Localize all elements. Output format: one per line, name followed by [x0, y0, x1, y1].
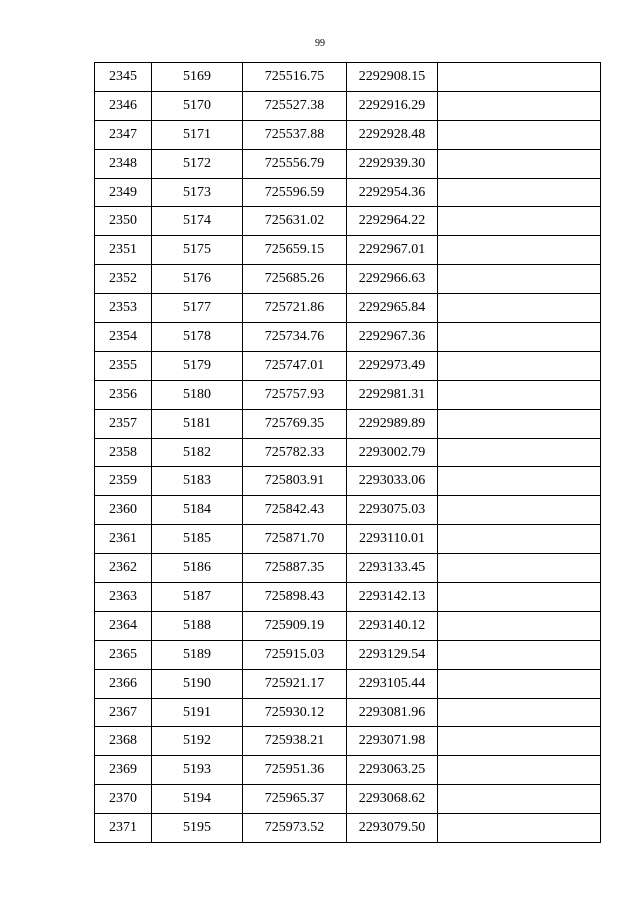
y-coordinate-cell: 2293075.03: [347, 496, 438, 525]
x-coordinate-cell: 725596.59: [243, 178, 347, 207]
note-cell: [438, 698, 601, 727]
row-index-cell: 2358: [95, 438, 152, 467]
note-cell: [438, 120, 601, 149]
note-cell: [438, 351, 601, 380]
note-cell: [438, 149, 601, 178]
table-row: [95, 785, 601, 814]
row-index-cell: 2346: [95, 91, 152, 120]
y-coordinate-cell: 2292966.63: [347, 265, 438, 294]
y-coordinate-cell: 2292989.89: [347, 409, 438, 438]
point-number-cell: 5184: [152, 496, 243, 525]
y-coordinate-cell: 2292939.30: [347, 149, 438, 178]
row-index-cell: 2371: [95, 814, 152, 843]
row-index-cell: 2351: [95, 236, 152, 265]
x-coordinate-cell: 725965.37: [243, 785, 347, 814]
y-coordinate-cell: 2293110.01: [347, 525, 438, 554]
note-cell: [438, 756, 601, 785]
table-row: [95, 207, 601, 236]
table-row: [95, 380, 601, 409]
point-number-cell: 5172: [152, 149, 243, 178]
row-index-cell: 2354: [95, 323, 152, 352]
point-number-cell: 5186: [152, 554, 243, 583]
row-index-cell: 2364: [95, 611, 152, 640]
y-coordinate-cell: 2292928.48: [347, 120, 438, 149]
note-cell: [438, 236, 601, 265]
row-index-cell: 2350: [95, 207, 152, 236]
x-coordinate-cell: 725757.93: [243, 380, 347, 409]
table-row: [95, 669, 601, 698]
table-row: [95, 525, 601, 554]
point-number-cell: 5173: [152, 178, 243, 207]
point-number-cell: 5180: [152, 380, 243, 409]
page-number: 99: [315, 38, 325, 49]
x-coordinate-cell: 725556.79: [243, 149, 347, 178]
row-index-cell: 2345: [95, 63, 152, 92]
point-number-cell: 5194: [152, 785, 243, 814]
point-number-cell: 5179: [152, 351, 243, 380]
table-row: [95, 554, 601, 583]
table-row: [95, 438, 601, 467]
table-row: [95, 294, 601, 323]
x-coordinate-cell: 725631.02: [243, 207, 347, 236]
x-coordinate-cell: 725782.33: [243, 438, 347, 467]
point-number-cell: 5181: [152, 409, 243, 438]
x-coordinate-cell: 725685.26: [243, 265, 347, 294]
y-coordinate-cell: 2293142.13: [347, 583, 438, 612]
point-number-cell: 5176: [152, 265, 243, 294]
table-row: [95, 149, 601, 178]
point-number-cell: 5187: [152, 583, 243, 612]
y-coordinate-cell: 2293081.96: [347, 698, 438, 727]
note-cell: [438, 467, 601, 496]
note-cell: [438, 294, 601, 323]
note-cell: [438, 785, 601, 814]
y-coordinate-cell: 2292964.22: [347, 207, 438, 236]
y-coordinate-cell: 2293033.06: [347, 467, 438, 496]
table-row: [95, 63, 601, 92]
row-index-cell: 2361: [95, 525, 152, 554]
y-coordinate-cell: 2293002.79: [347, 438, 438, 467]
x-coordinate-cell: 725721.86: [243, 294, 347, 323]
y-coordinate-cell: 2293079.50: [347, 814, 438, 843]
x-coordinate-cell: 725973.52: [243, 814, 347, 843]
table-row: [95, 178, 601, 207]
y-coordinate-cell: 2292908.15: [347, 63, 438, 92]
row-index-cell: 2368: [95, 727, 152, 756]
row-index-cell: 2370: [95, 785, 152, 814]
point-number-cell: 5195: [152, 814, 243, 843]
table-row: [95, 120, 601, 149]
x-coordinate-cell: 725659.15: [243, 236, 347, 265]
x-coordinate-cell: 725915.03: [243, 640, 347, 669]
x-coordinate-cell: 725909.19: [243, 611, 347, 640]
note-cell: [438, 583, 601, 612]
y-coordinate-cell: 2292981.31: [347, 380, 438, 409]
table-row: [95, 611, 601, 640]
row-index-cell: 2365: [95, 640, 152, 669]
note-cell: [438, 496, 601, 525]
note-cell: [438, 178, 601, 207]
point-number-cell: 5188: [152, 611, 243, 640]
table-row: [95, 814, 601, 843]
table-row: [95, 323, 601, 352]
y-coordinate-cell: 2293063.25: [347, 756, 438, 785]
point-number-cell: 5182: [152, 438, 243, 467]
row-index-cell: 2360: [95, 496, 152, 525]
table-body: [95, 63, 601, 843]
y-coordinate-cell: 2292967.01: [347, 236, 438, 265]
table-row: [95, 91, 601, 120]
table-row: [95, 409, 601, 438]
note-cell: [438, 438, 601, 467]
note-cell: [438, 265, 601, 294]
y-coordinate-cell: 2292916.29: [347, 91, 438, 120]
row-index-cell: 2362: [95, 554, 152, 583]
row-index-cell: 2369: [95, 756, 152, 785]
coordinates-table: [94, 62, 601, 843]
point-number-cell: 5192: [152, 727, 243, 756]
point-number-cell: 5185: [152, 525, 243, 554]
y-coordinate-cell: 2293129.54: [347, 640, 438, 669]
y-coordinate-cell: 2293071.98: [347, 727, 438, 756]
table-row: [95, 236, 601, 265]
row-index-cell: 2349: [95, 178, 152, 207]
row-index-cell: 2363: [95, 583, 152, 612]
x-coordinate-cell: 725747.01: [243, 351, 347, 380]
note-cell: [438, 91, 601, 120]
y-coordinate-cell: 2292967.36: [347, 323, 438, 352]
row-index-cell: 2353: [95, 294, 152, 323]
point-number-cell: 5169: [152, 63, 243, 92]
note-cell: [438, 727, 601, 756]
x-coordinate-cell: 725803.91: [243, 467, 347, 496]
note-cell: [438, 63, 601, 92]
note-cell: [438, 323, 601, 352]
table-row: [95, 698, 601, 727]
row-index-cell: 2355: [95, 351, 152, 380]
x-coordinate-cell: 725537.88: [243, 120, 347, 149]
row-index-cell: 2366: [95, 669, 152, 698]
x-coordinate-cell: 725930.12: [243, 698, 347, 727]
y-coordinate-cell: 2292954.36: [347, 178, 438, 207]
x-coordinate-cell: 725887.35: [243, 554, 347, 583]
x-coordinate-cell: 725898.43: [243, 583, 347, 612]
y-coordinate-cell: 2293133.45: [347, 554, 438, 583]
x-coordinate-cell: 725871.70: [243, 525, 347, 554]
row-index-cell: 2356: [95, 380, 152, 409]
table-row: [95, 467, 601, 496]
point-number-cell: 5177: [152, 294, 243, 323]
y-coordinate-cell: 2292965.84: [347, 294, 438, 323]
x-coordinate-cell: 725527.38: [243, 91, 347, 120]
y-coordinate-cell: 2293140.12: [347, 611, 438, 640]
point-number-cell: 5171: [152, 120, 243, 149]
row-index-cell: 2352: [95, 265, 152, 294]
x-coordinate-cell: 725938.21: [243, 727, 347, 756]
row-index-cell: 2348: [95, 149, 152, 178]
point-number-cell: 5193: [152, 756, 243, 785]
point-number-cell: 5170: [152, 91, 243, 120]
row-index-cell: 2357: [95, 409, 152, 438]
table-row: [95, 265, 601, 294]
table-row: [95, 727, 601, 756]
y-coordinate-cell: 2292973.49: [347, 351, 438, 380]
row-index-cell: 2367: [95, 698, 152, 727]
row-index-cell: 2347: [95, 120, 152, 149]
note-cell: [438, 207, 601, 236]
x-coordinate-cell: 725516.75: [243, 63, 347, 92]
note-cell: [438, 409, 601, 438]
table-row: [95, 583, 601, 612]
table-row: [95, 496, 601, 525]
point-number-cell: 5175: [152, 236, 243, 265]
note-cell: [438, 380, 601, 409]
note-cell: [438, 640, 601, 669]
note-cell: [438, 611, 601, 640]
point-number-cell: 5183: [152, 467, 243, 496]
table-row: [95, 351, 601, 380]
y-coordinate-cell: 2293068.62: [347, 785, 438, 814]
table-row: [95, 640, 601, 669]
y-coordinate-cell: 2293105.44: [347, 669, 438, 698]
point-number-cell: 5191: [152, 698, 243, 727]
row-index-cell: 2359: [95, 467, 152, 496]
point-number-cell: 5190: [152, 669, 243, 698]
table-row: [95, 756, 601, 785]
note-cell: [438, 525, 601, 554]
point-number-cell: 5189: [152, 640, 243, 669]
x-coordinate-cell: 725842.43: [243, 496, 347, 525]
x-coordinate-cell: 725921.17: [243, 669, 347, 698]
x-coordinate-cell: 725769.35: [243, 409, 347, 438]
note-cell: [438, 554, 601, 583]
note-cell: [438, 669, 601, 698]
x-coordinate-cell: 725951.36: [243, 756, 347, 785]
note-cell: [438, 814, 601, 843]
point-number-cell: 5174: [152, 207, 243, 236]
point-number-cell: 5178: [152, 323, 243, 352]
x-coordinate-cell: 725734.76: [243, 323, 347, 352]
